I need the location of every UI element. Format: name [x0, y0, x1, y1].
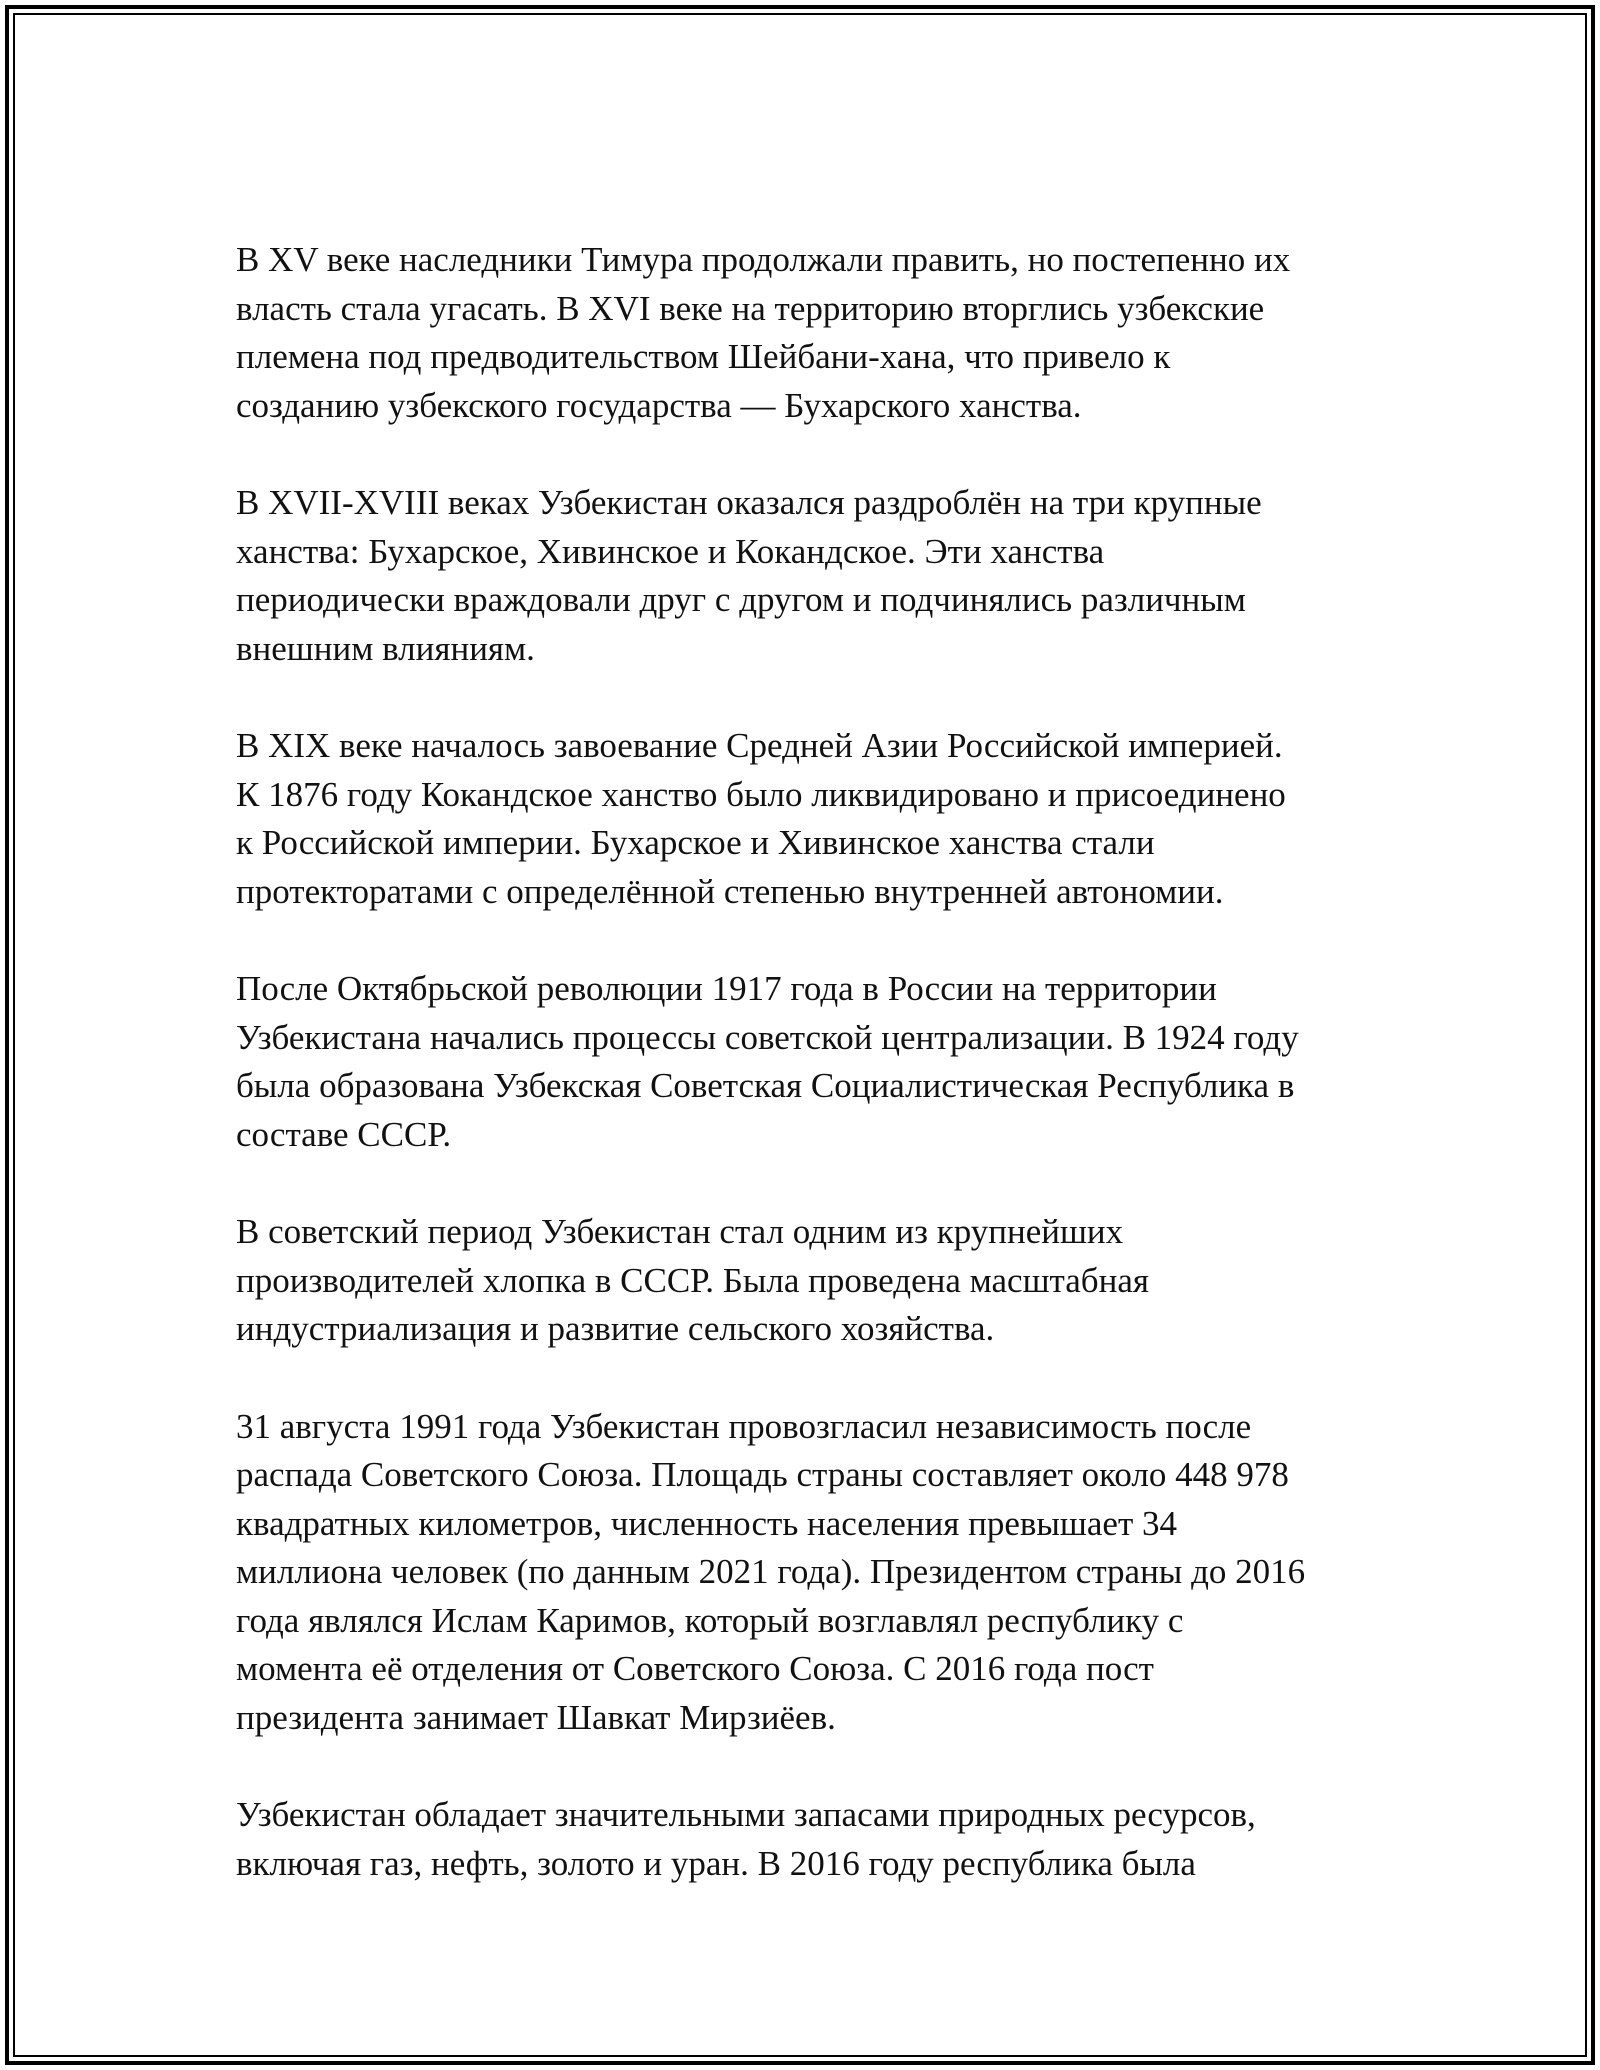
text-line: к Российской империи. Бухарское и Хивинское ханства стали — [236, 823, 1155, 862]
text-line: президента занимает Шавкат Мирзиёев. — [236, 1697, 836, 1737]
paragraph-5 — [236, 1208, 1386, 1354]
text-line: После Октябрьской революции 1917 года в России на территории — [236, 969, 1217, 1008]
text-line: В советский период Узбекистан стал одним из крупнейших — [236, 1212, 1124, 1251]
text-line: К 1876 году Кокандское ханство было ликвидировано и присоединено — [236, 774, 1286, 814]
text-line: включая газ, нефть, золото и уран. В 2016 году республика была — [236, 1843, 1196, 1883]
paragraph-7 — [236, 1791, 1386, 1888]
text-line: Узбекистан обладает значительными запасами природных ресурсов, — [236, 1795, 1256, 1834]
text-line: миллиона человек (по данным 2021 года). Президентом страны до 2016 — [236, 1552, 1306, 1591]
text-line: созданию узбекского государства — Бухарского ханства. — [236, 385, 1082, 425]
text-line: ханства: Бухарское, Хивинское и Кокандское. Эти ханства — [236, 531, 1105, 571]
paragraph-1 — [236, 236, 1386, 430]
text-line: распада Советского Союза. Площадь страны составляет около 448 978 — [236, 1455, 1289, 1494]
text-line: была образована Узбекская Советская Социалистическая Республика в — [236, 1066, 1295, 1105]
text-line: В XV веке наследники Тимура продолжали править, но постепенно их — [236, 240, 1291, 279]
text-line: власть стала угасать. В XVI веке на территорию вторглись узбекские — [236, 288, 1265, 328]
text-line: В XIX веке началось завоевание Средней Азии Российской империей. — [236, 726, 1283, 765]
text-line: 31 августа 1991 года Узбекистан провозгласил независимость после — [236, 1406, 1252, 1446]
document-body — [236, 236, 1386, 1937]
text-line: производителей хлопка в СССР. Была проведена масштабная — [236, 1260, 1149, 1300]
text-line: индустриализация и развитие сельского хозяйства. — [236, 1309, 995, 1348]
paragraph-3 — [236, 722, 1386, 916]
text-line: В XVII-XVIII веках Узбекистан оказался раздроблён на три крупные — [236, 483, 1262, 522]
paragraph-4 — [236, 965, 1386, 1159]
text-line: года являлся Ислам Каримов, который возглавлял республику с — [236, 1600, 1184, 1640]
paragraph-6 — [236, 1403, 1386, 1743]
text-line: Узбекистана начались процессы советской централизации. В 1924 году — [236, 1017, 1299, 1057]
text-line: внешним влияниям. — [236, 628, 535, 668]
text-line: квадратных километров, численность населения превышает 34 — [236, 1503, 1177, 1543]
paragraph-2 — [236, 479, 1386, 673]
text-line: составе СССР. — [236, 1114, 452, 1154]
text-line: момента её отделения от Советского Союза. С 2016 года пост — [236, 1649, 1154, 1688]
text-line: периодически враждовали друг с другом и подчинялись различным — [236, 580, 1246, 619]
text-line: племена под предводительством Шейбани-хана, что привело к — [236, 337, 1171, 376]
text-line: протекторатами с определённой степенью внутренней автономии. — [236, 871, 1224, 911]
